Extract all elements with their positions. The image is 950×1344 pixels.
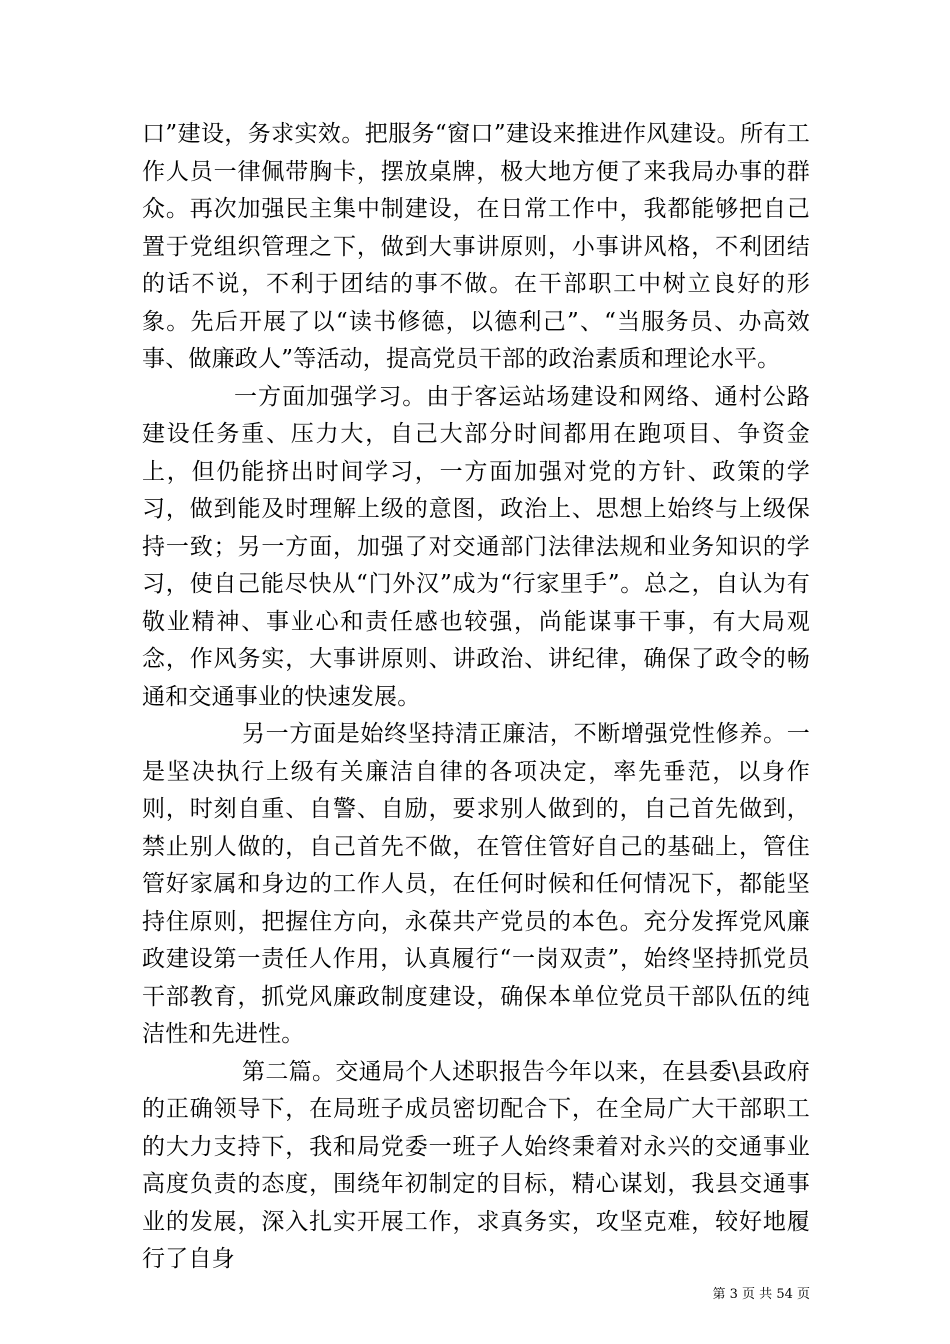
paragraph-study: 一方面加强学习。由于客运站场建设和网络、通村公路建设任务重、压力大，自己大部分时间都用在跑项目、争资金上，但仍能挤出时间学习，一方面加强对党的方针、政策的学习，做到能及时理解上级的意图，政治上、思想上始终与上级保持一致；另一方面，加强了对交通部门法律法规和业务知识的学习，使自己能尽快从“门外汉”成为“行家里手”。总之，自认为有敬业精神、事业心和责任感也较强，尚能谋事干事，有大局观念，作风务实，大事讲原则、讲政治、讲纪律，确保了政令的畅通和交通事业的快速发展。 [142, 383, 810, 710]
paragraph-integrity: 另一方面是始终坚持清正廉洁，不断增强党性修养。一是坚决执行上级有关廉洁自律的各项决定，率先垂范，以身作则，时刻自重、自警、自励，要求别人做到的，自己首先做到，禁止别人做的，自己首先不做，在管住管好自己的基础上，管住管好家属和身边的工作人员，在任何时候和任何情况下，都能坚持住原则，把握住方向，永葆共产党员的本色。充分发挥党风廉政建设第一责任人作用，认真履行“一岗双责”，始终坚持抓党员干部教育，抓党风廉政制度建设，确保本单位党员干部队伍的纯洁性和先进性。 [142, 721, 810, 1047]
page-number-footer: 第 3 页 共 54 页 [712, 1287, 810, 1302]
paragraph-second-chapter: 第二篇。交通局个人述职报告今年以来，在县委\县政府的正确领导下，在局班子成员密切配合下，在全局广大干部职工的大力支持下，我和局党委一班子人始终秉着对永兴的交通事业高度负责的态度，围绕年初制定的目标，精心谋划，我县交通事业的发展，深入扎实开展工作，求真务实，攻坚克难，较好地履行了自身 [142, 1058, 810, 1272]
document-body [142, 116, 810, 1279]
paragraph-continuation: 口”建设，务求实效。把服务“窗口”建设来推进作风建设。所有工作人员一律佩带胸卡，摆放桌牌，极大地方便了来我局办事的群众。再次加强民主集中制建设，在日常工作中，我都能够把自己置于党组织管理之下，做到大事讲原则，小事讲风格，不利团结的话不说，不利于团结的事不做。在干部职工中树立良好的形象。先后开展了以“读书修德，以德利己”、“当服务员、办高效事、做廉政人”等活动，提高党员干部的政治素质和理论水平。 [142, 121, 810, 372]
